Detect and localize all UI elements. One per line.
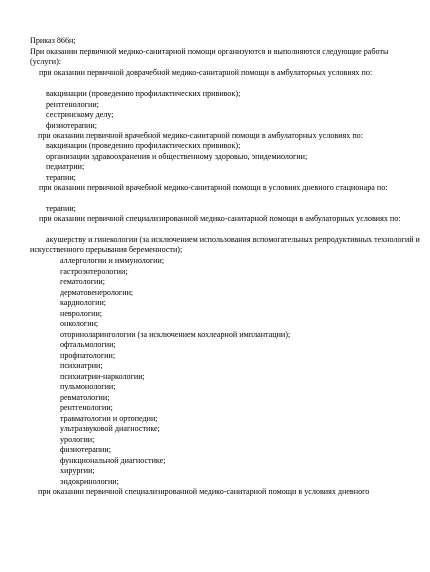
list-item: вакцинации (проведению профилактических прививок);	[46, 89, 241, 98]
section-heading: при оказании первичной специализированной медико-санитарной помощи в амбулаторных условиях по:	[39, 214, 401, 223]
list-item: сестринскому делу;	[46, 110, 114, 119]
list-item: акушерству и гинекологии (за исключением использования вспомогательных репродуктивных технологий и искусственного прерывания беременности);	[30, 235, 420, 254]
list-item: организации здравоохранения и общественному здоровью, эпидемиологии;	[46, 152, 308, 161]
list-item: профпатологии;	[60, 351, 116, 360]
list-item: терапии;	[46, 204, 76, 213]
list-item: хирургии;	[60, 466, 95, 475]
section-heading: при оказании первичной врачебной медико-санитарной помощи в амбулаторных условиях по:	[38, 131, 363, 140]
list-item: функциональной диагностике;	[60, 456, 166, 465]
list-item: физиотерапии;	[60, 445, 111, 454]
list-item: ревматологии;	[60, 393, 110, 402]
list-item: оториноларингологии (за исключением кохлеарной имплантации);	[60, 330, 291, 339]
list-item: физиотерапии;	[46, 121, 97, 130]
list-item: психиатрии-наркологии;	[60, 372, 145, 381]
list-item: эндокринологии;	[60, 477, 119, 486]
section-heading: при оказании первичной специализированной медико-санитарной помощи в условиях дневного	[38, 487, 370, 496]
list-item: дерматовенерологии;	[60, 288, 134, 297]
list-item: офтальмологии;	[60, 340, 116, 349]
list-item: вакцинации (проведению профилактических прививок);	[46, 141, 241, 150]
list-item: рентгенологии;	[60, 403, 113, 412]
section-heading: при оказании первичной доврачебной медико-санитарной помощи в амбулаторных условиях по:	[39, 68, 373, 77]
list-item: аллергологии и иммунологии;	[60, 256, 165, 265]
list-item: урологии;	[60, 435, 95, 444]
list-item: гастроэнтерологии;	[60, 267, 128, 276]
order-title: Приказ 866н;	[30, 36, 76, 45]
list-item: травматологии и ортопедии;	[60, 414, 158, 423]
list-item: психиатрии;	[60, 361, 103, 370]
list-item: ультразвуковой диагностике;	[60, 424, 160, 433]
list-item: педиатрии;	[46, 162, 85, 171]
list-item: рентгенологии;	[46, 100, 99, 109]
list-item: онкологии;	[60, 319, 99, 328]
list-item: гематологии;	[60, 277, 105, 286]
section-heading: при оказании первичной врачебной медико-санитарной помощи в условиях дневного стационара по:	[39, 183, 388, 192]
intro-paragraph: При оказании первичной медико-санитарной помощи организуются и выполняются следующие работы (услуги):	[30, 47, 389, 66]
list-item: пульмонологии;	[60, 382, 116, 391]
list-item: кардиологии;	[60, 298, 107, 307]
list-item: терапии;	[46, 173, 76, 182]
list-item: неврологии;	[60, 309, 103, 318]
